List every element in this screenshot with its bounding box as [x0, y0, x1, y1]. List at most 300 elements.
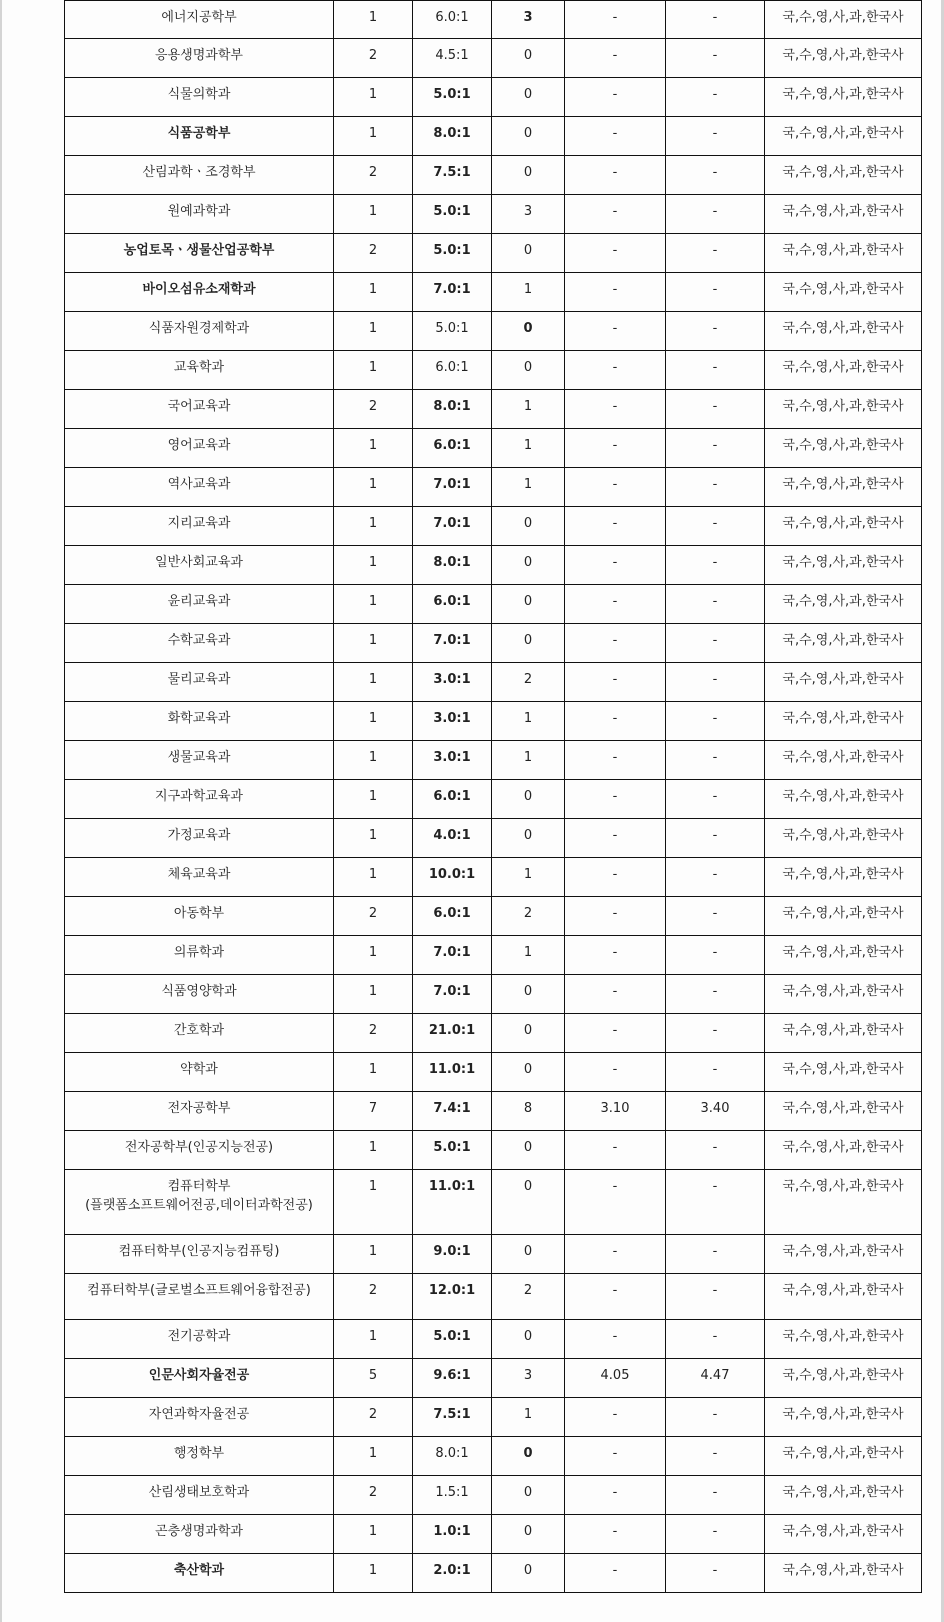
competition-rate-cell: 11.0:1 — [413, 1053, 492, 1092]
table-row — [65, 741, 922, 780]
department-cell: 식물의학과 — [65, 78, 334, 117]
table-row — [65, 351, 922, 390]
department-cell: 역사교육과 — [65, 468, 334, 507]
cutoff-50-cell: - — [565, 78, 666, 117]
table-row — [65, 1131, 922, 1170]
department-cell: 지리교육과 — [65, 507, 334, 546]
competition-rate-cell: 7.0:1 — [413, 975, 492, 1014]
cutoff-70-cell: - — [666, 975, 765, 1014]
competition-rate-cell: 7.0:1 — [413, 936, 492, 975]
additional-admission-cell: 1 — [492, 390, 565, 429]
quota-cell: 1 — [334, 195, 413, 234]
cutoff-70-cell: - — [666, 156, 765, 195]
competition-rate-cell: 7.0:1 — [413, 624, 492, 663]
competition-rate-cell: 7.4:1 — [413, 1092, 492, 1131]
competition-rate-cell: 1.0:1 — [413, 1515, 492, 1554]
cutoff-70-cell: - — [666, 936, 765, 975]
department-cell: 원예과학과 — [65, 195, 334, 234]
cutoff-70-cell: - — [666, 1014, 765, 1053]
reflected-subjects-cell: 국,수,영,사,과,한국사 — [765, 1554, 922, 1593]
table-row — [65, 117, 922, 156]
cutoff-70-cell: - — [666, 1274, 765, 1320]
department-cell: 농업토목ㆍ생물산업공학부 — [65, 234, 334, 273]
department-cell: 체육교육과 — [65, 858, 334, 897]
additional-admission-cell: 0 — [492, 819, 565, 858]
cutoff-50-cell: - — [565, 702, 666, 741]
admissions-results-table — [64, 0, 922, 1593]
table-row — [65, 429, 922, 468]
cutoff-70-cell: - — [666, 1554, 765, 1593]
cutoff-50-cell: - — [565, 1320, 666, 1359]
competition-rate-cell: 6.0:1 — [413, 1, 492, 39]
table-row — [65, 468, 922, 507]
department-cell: 인문사회자율전공 — [65, 1359, 334, 1398]
cutoff-50-cell: - — [565, 858, 666, 897]
cutoff-70-cell: - — [666, 858, 765, 897]
quota-cell: 1 — [334, 1437, 413, 1476]
cutoff-70-cell: - — [666, 702, 765, 741]
reflected-subjects-cell: 국,수,영,사,과,한국사 — [765, 156, 922, 195]
cutoff-50-cell: - — [565, 1476, 666, 1515]
quota-cell: 1 — [334, 1170, 413, 1235]
cutoff-70-cell: - — [666, 390, 765, 429]
department-cell: 전자공학부 — [65, 1092, 334, 1131]
table-row — [65, 1476, 922, 1515]
cutoff-50-cell: - — [565, 1170, 666, 1235]
table-row — [65, 1515, 922, 1554]
additional-admission-cell: 0 — [492, 1014, 565, 1053]
department-cell: 자연과학자율전공 — [65, 1398, 334, 1437]
additional-admission-cell: 0 — [492, 975, 565, 1014]
additional-admission-cell: 3 — [492, 195, 565, 234]
additional-admission-cell: 0 — [492, 312, 565, 351]
competition-rate-cell: 6.0:1 — [413, 780, 492, 819]
cutoff-50-cell: - — [565, 234, 666, 273]
cutoff-70-cell: - — [666, 780, 765, 819]
quota-cell: 1 — [334, 1131, 413, 1170]
department-cell: 컴퓨터학부(글로벌소프트웨어융합전공) — [65, 1274, 334, 1320]
reflected-subjects-cell: 국,수,영,사,과,한국사 — [765, 1, 922, 39]
reflected-subjects-cell: 국,수,영,사,과,한국사 — [765, 897, 922, 936]
cutoff-50-cell: - — [565, 1554, 666, 1593]
reflected-subjects-cell: 국,수,영,사,과,한국사 — [765, 234, 922, 273]
cutoff-70-cell: - — [666, 429, 765, 468]
additional-admission-cell: 3 — [492, 1, 565, 39]
quota-cell: 2 — [334, 1274, 413, 1320]
competition-rate-cell: 3.0:1 — [413, 702, 492, 741]
cutoff-50-cell: 4.05 — [565, 1359, 666, 1398]
additional-admission-cell: 1 — [492, 468, 565, 507]
reflected-subjects-cell: 국,수,영,사,과,한국사 — [765, 1398, 922, 1437]
cutoff-70-cell: - — [666, 1170, 765, 1235]
competition-rate-cell: 3.0:1 — [413, 663, 492, 702]
competition-rate-cell: 5.0:1 — [413, 1131, 492, 1170]
cutoff-50-cell: - — [565, 39, 666, 78]
additional-admission-cell: 1 — [492, 741, 565, 780]
quota-cell: 2 — [334, 156, 413, 195]
additional-admission-cell: 0 — [492, 1554, 565, 1593]
competition-rate-cell: 8.0:1 — [413, 390, 492, 429]
quota-cell: 1 — [334, 1053, 413, 1092]
table-row — [65, 312, 922, 351]
reflected-subjects-cell: 국,수,영,사,과,한국사 — [765, 624, 922, 663]
department-cell: 행정학부 — [65, 1437, 334, 1476]
cutoff-70-cell: - — [666, 1, 765, 39]
quota-cell: 1 — [334, 585, 413, 624]
reflected-subjects-cell: 국,수,영,사,과,한국사 — [765, 702, 922, 741]
quota-cell: 1 — [334, 936, 413, 975]
quota-cell: 2 — [334, 390, 413, 429]
competition-rate-cell: 8.0:1 — [413, 546, 492, 585]
competition-rate-cell: 12.0:1 — [413, 1274, 492, 1320]
department-cell: 생물교육과 — [65, 741, 334, 780]
quota-cell: 1 — [334, 117, 413, 156]
table-row — [65, 1320, 922, 1359]
competition-rate-cell: 10.0:1 — [413, 858, 492, 897]
table-row — [65, 624, 922, 663]
competition-rate-cell: 5.0:1 — [413, 78, 492, 117]
cutoff-70-cell: - — [666, 273, 765, 312]
additional-admission-cell: 0 — [492, 1437, 565, 1476]
table-row — [65, 195, 922, 234]
cutoff-70-cell: - — [666, 195, 765, 234]
additional-admission-cell: 0 — [492, 1320, 565, 1359]
quota-cell: 1 — [334, 1235, 413, 1274]
cutoff-70-cell: - — [666, 741, 765, 780]
table-row — [65, 234, 922, 273]
cutoff-50-cell: - — [565, 390, 666, 429]
department-cell: 식품공학부 — [65, 117, 334, 156]
table-row — [65, 507, 922, 546]
additional-admission-cell: 0 — [492, 1170, 565, 1235]
cutoff-70-cell: - — [666, 468, 765, 507]
quota-cell: 1 — [334, 429, 413, 468]
department-cell: 아동학부 — [65, 897, 334, 936]
reflected-subjects-cell: 국,수,영,사,과,한국사 — [765, 936, 922, 975]
competition-rate-cell: 9.0:1 — [413, 1235, 492, 1274]
cutoff-70-cell: - — [666, 312, 765, 351]
cutoff-70-cell: 3.40 — [666, 1092, 765, 1131]
reflected-subjects-cell: 국,수,영,사,과,한국사 — [765, 1092, 922, 1131]
table-row — [65, 1092, 922, 1131]
additional-admission-cell: 1 — [492, 702, 565, 741]
reflected-subjects-cell: 국,수,영,사,과,한국사 — [765, 1235, 922, 1274]
table-row — [65, 273, 922, 312]
quota-cell: 2 — [334, 1476, 413, 1515]
reflected-subjects-cell: 국,수,영,사,과,한국사 — [765, 585, 922, 624]
cutoff-50-cell: - — [565, 1235, 666, 1274]
table-row — [65, 858, 922, 897]
cutoff-50-cell: - — [565, 117, 666, 156]
reflected-subjects-cell: 국,수,영,사,과,한국사 — [765, 741, 922, 780]
table-row — [65, 1170, 922, 1235]
page-left-border — [0, 0, 2, 1622]
additional-admission-cell: 2 — [492, 1274, 565, 1320]
department-cell: 국어교육과 — [65, 390, 334, 429]
reflected-subjects-cell: 국,수,영,사,과,한국사 — [765, 78, 922, 117]
quota-cell: 1 — [334, 546, 413, 585]
additional-admission-cell: 1 — [492, 429, 565, 468]
cutoff-70-cell: - — [666, 1476, 765, 1515]
cutoff-70-cell: - — [666, 507, 765, 546]
additional-admission-cell: 0 — [492, 585, 565, 624]
cutoff-50-cell: 3.10 — [565, 1092, 666, 1131]
cutoff-70-cell: - — [666, 39, 765, 78]
reflected-subjects-cell: 국,수,영,사,과,한국사 — [765, 975, 922, 1014]
additional-admission-cell: 0 — [492, 351, 565, 390]
reflected-subjects-cell: 국,수,영,사,과,한국사 — [765, 39, 922, 78]
cutoff-50-cell: - — [565, 429, 666, 468]
quota-cell: 1 — [334, 1515, 413, 1554]
reflected-subjects-cell: 국,수,영,사,과,한국사 — [765, 1014, 922, 1053]
quota-cell: 7 — [334, 1092, 413, 1131]
reflected-subjects-cell: 국,수,영,사,과,한국사 — [765, 1131, 922, 1170]
cutoff-50-cell: - — [565, 975, 666, 1014]
cutoff-50-cell: - — [565, 1131, 666, 1170]
reflected-subjects-cell: 국,수,영,사,과,한국사 — [765, 1320, 922, 1359]
reflected-subjects-cell: 국,수,영,사,과,한국사 — [765, 117, 922, 156]
quota-cell: 1 — [334, 819, 413, 858]
cutoff-50-cell: - — [565, 351, 666, 390]
cutoff-50-cell: - — [565, 1274, 666, 1320]
reflected-subjects-cell: 국,수,영,사,과,한국사 — [765, 1053, 922, 1092]
table-row — [65, 585, 922, 624]
additional-admission-cell: 0 — [492, 1515, 565, 1554]
department-cell: 전자공학부(인공지능전공) — [65, 1131, 334, 1170]
table-row — [65, 1053, 922, 1092]
table-row — [65, 897, 922, 936]
department-cell: 의류학과 — [65, 936, 334, 975]
additional-admission-cell: 1 — [492, 273, 565, 312]
table-row — [65, 39, 922, 78]
competition-rate-cell: 5.0:1 — [413, 312, 492, 351]
competition-rate-cell: 8.0:1 — [413, 1437, 492, 1476]
cutoff-70-cell: - — [666, 234, 765, 273]
reflected-subjects-cell: 국,수,영,사,과,한국사 — [765, 1515, 922, 1554]
reflected-subjects-cell: 국,수,영,사,과,한국사 — [765, 1437, 922, 1476]
competition-rate-cell: 5.0:1 — [413, 1320, 492, 1359]
reflected-subjects-cell: 국,수,영,사,과,한국사 — [765, 663, 922, 702]
table-row — [65, 546, 922, 585]
table-row — [65, 702, 922, 741]
competition-rate-cell: 7.5:1 — [413, 156, 492, 195]
cutoff-50-cell: - — [565, 663, 666, 702]
cutoff-70-cell: - — [666, 1320, 765, 1359]
department-cell: 축산학과 — [65, 1554, 334, 1593]
competition-rate-cell: 11.0:1 — [413, 1170, 492, 1235]
additional-admission-cell: 0 — [492, 1235, 565, 1274]
table-body — [65, 1, 922, 1593]
quota-cell: 1 — [334, 624, 413, 663]
department-cell: 컴퓨터학부 (플랫폼소프트웨어전공,데이터과학전공) — [65, 1170, 334, 1235]
quota-cell: 1 — [334, 468, 413, 507]
cutoff-50-cell: - — [565, 936, 666, 975]
additional-admission-cell: 0 — [492, 1053, 565, 1092]
department-cell: 전기공학과 — [65, 1320, 334, 1359]
table-row — [65, 78, 922, 117]
cutoff-70-cell: - — [666, 624, 765, 663]
competition-rate-cell: 2.0:1 — [413, 1554, 492, 1593]
table-row — [65, 1014, 922, 1053]
table-row — [65, 1554, 922, 1593]
cutoff-50-cell: - — [565, 156, 666, 195]
competition-rate-cell: 4.0:1 — [413, 819, 492, 858]
cutoff-50-cell: - — [565, 507, 666, 546]
department-cell: 에너지공학부 — [65, 1, 334, 39]
additional-admission-cell: 0 — [492, 546, 565, 585]
cutoff-70-cell: - — [666, 1515, 765, 1554]
cutoff-70-cell: - — [666, 1053, 765, 1092]
department-cell: 수학교육과 — [65, 624, 334, 663]
additional-admission-cell: 0 — [492, 780, 565, 819]
competition-rate-cell: 6.0:1 — [413, 351, 492, 390]
department-cell: 바이오섬유소재학과 — [65, 273, 334, 312]
department-cell: 식품영양학과 — [65, 975, 334, 1014]
quota-cell: 1 — [334, 273, 413, 312]
cutoff-50-cell: - — [565, 468, 666, 507]
table-row — [65, 975, 922, 1014]
cutoff-50-cell: - — [565, 273, 666, 312]
additional-admission-cell: 1 — [492, 1398, 565, 1437]
reflected-subjects-cell: 국,수,영,사,과,한국사 — [765, 507, 922, 546]
additional-admission-cell: 0 — [492, 117, 565, 156]
reflected-subjects-cell: 국,수,영,사,과,한국사 — [765, 858, 922, 897]
reflected-subjects-cell: 국,수,영,사,과,한국사 — [765, 819, 922, 858]
cutoff-70-cell: - — [666, 1437, 765, 1476]
department-cell: 물리교육과 — [65, 663, 334, 702]
quota-cell: 1 — [334, 312, 413, 351]
cutoff-50-cell: - — [565, 1515, 666, 1554]
table-row — [65, 1, 922, 39]
quota-cell: 1 — [334, 78, 413, 117]
competition-rate-cell: 7.0:1 — [413, 468, 492, 507]
quota-cell: 1 — [334, 858, 413, 897]
reflected-subjects-cell: 국,수,영,사,과,한국사 — [765, 1274, 922, 1320]
quota-cell: 1 — [334, 1320, 413, 1359]
cutoff-50-cell: - — [565, 1398, 666, 1437]
competition-rate-cell: 7.5:1 — [413, 1398, 492, 1437]
additional-admission-cell: 0 — [492, 507, 565, 546]
cutoff-70-cell: - — [666, 546, 765, 585]
competition-rate-cell: 8.0:1 — [413, 117, 492, 156]
reflected-subjects-cell: 국,수,영,사,과,한국사 — [765, 1476, 922, 1515]
reflected-subjects-cell: 국,수,영,사,과,한국사 — [765, 195, 922, 234]
table-row — [65, 390, 922, 429]
table-row — [65, 1274, 922, 1320]
additional-admission-cell: 8 — [492, 1092, 565, 1131]
department-cell: 곤충생명과학과 — [65, 1515, 334, 1554]
cutoff-70-cell: - — [666, 897, 765, 936]
quota-cell: 1 — [334, 507, 413, 546]
quota-cell: 2 — [334, 1014, 413, 1053]
department-cell: 윤리교육과 — [65, 585, 334, 624]
cutoff-50-cell: - — [565, 585, 666, 624]
department-cell: 컴퓨터학부(인공지능컴퓨팅) — [65, 1235, 334, 1274]
department-cell: 가정교육과 — [65, 819, 334, 858]
cutoff-70-cell: - — [666, 1398, 765, 1437]
table-row — [65, 663, 922, 702]
competition-rate-cell: 7.0:1 — [413, 507, 492, 546]
quota-cell: 2 — [334, 1398, 413, 1437]
cutoff-50-cell: - — [565, 195, 666, 234]
competition-rate-cell: 21.0:1 — [413, 1014, 492, 1053]
cutoff-70-cell: - — [666, 351, 765, 390]
quota-cell: 5 — [334, 1359, 413, 1398]
department-cell: 영어교육과 — [65, 429, 334, 468]
cutoff-50-cell: - — [565, 1053, 666, 1092]
cutoff-70-cell: - — [666, 585, 765, 624]
cutoff-70-cell: - — [666, 1131, 765, 1170]
additional-admission-cell: 2 — [492, 897, 565, 936]
reflected-subjects-cell: 국,수,영,사,과,한국사 — [765, 273, 922, 312]
table-row — [65, 780, 922, 819]
competition-rate-cell: 5.0:1 — [413, 234, 492, 273]
reflected-subjects-cell: 국,수,영,사,과,한국사 — [765, 429, 922, 468]
quota-cell: 2 — [334, 39, 413, 78]
table-row — [65, 936, 922, 975]
reflected-subjects-cell: 국,수,영,사,과,한국사 — [765, 390, 922, 429]
cutoff-50-cell: - — [565, 819, 666, 858]
cutoff-50-cell: - — [565, 1437, 666, 1476]
table-row — [65, 1235, 922, 1274]
quota-cell: 1 — [334, 975, 413, 1014]
additional-admission-cell: 2 — [492, 663, 565, 702]
cutoff-70-cell: - — [666, 1235, 765, 1274]
cutoff-50-cell: - — [565, 897, 666, 936]
additional-admission-cell: 0 — [492, 624, 565, 663]
cutoff-70-cell: - — [666, 663, 765, 702]
competition-rate-cell: 4.5:1 — [413, 39, 492, 78]
quota-cell: 2 — [334, 897, 413, 936]
reflected-subjects-cell: 국,수,영,사,과,한국사 — [765, 312, 922, 351]
table-row — [65, 1359, 922, 1398]
competition-rate-cell: 9.6:1 — [413, 1359, 492, 1398]
additional-admission-cell: 0 — [492, 39, 565, 78]
table-row — [65, 156, 922, 195]
quota-cell: 1 — [334, 780, 413, 819]
cutoff-50-cell: - — [565, 1014, 666, 1053]
competition-rate-cell: 1.5:1 — [413, 1476, 492, 1515]
additional-admission-cell: 0 — [492, 156, 565, 195]
competition-rate-cell: 6.0:1 — [413, 429, 492, 468]
quota-cell: 1 — [334, 702, 413, 741]
quota-cell: 2 — [334, 234, 413, 273]
cutoff-50-cell: - — [565, 624, 666, 663]
department-cell: 간호학과 — [65, 1014, 334, 1053]
department-cell: 식품자원경제학과 — [65, 312, 334, 351]
department-cell: 교육학과 — [65, 351, 334, 390]
cutoff-70-cell: - — [666, 819, 765, 858]
cutoff-50-cell: - — [565, 741, 666, 780]
department-cell: 일반사회교육과 — [65, 546, 334, 585]
table-row — [65, 1398, 922, 1437]
department-cell: 산림과학ㆍ조경학부 — [65, 156, 334, 195]
competition-rate-cell: 7.0:1 — [413, 273, 492, 312]
competition-rate-cell: 6.0:1 — [413, 585, 492, 624]
reflected-subjects-cell: 국,수,영,사,과,한국사 — [765, 1359, 922, 1398]
quota-cell: 1 — [334, 351, 413, 390]
quota-cell: 1 — [334, 1554, 413, 1593]
department-cell: 산림생태보호학과 — [65, 1476, 334, 1515]
cutoff-70-cell: - — [666, 78, 765, 117]
quota-cell: 1 — [334, 1, 413, 39]
reflected-subjects-cell: 국,수,영,사,과,한국사 — [765, 1170, 922, 1235]
cutoff-70-cell: 4.47 — [666, 1359, 765, 1398]
additional-admission-cell: 3 — [492, 1359, 565, 1398]
competition-rate-cell: 3.0:1 — [413, 741, 492, 780]
quota-cell: 1 — [334, 741, 413, 780]
additional-admission-cell: 1 — [492, 936, 565, 975]
